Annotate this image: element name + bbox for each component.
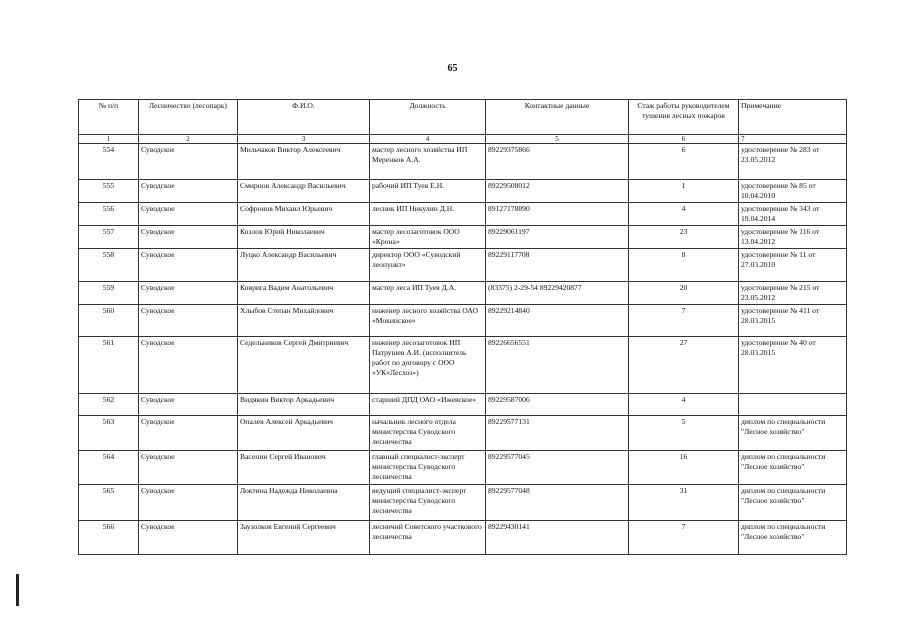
row-contacts: 89229375866 xyxy=(486,144,629,180)
row-forestry: Суводское xyxy=(139,451,238,485)
column-number: 3 xyxy=(238,135,370,144)
table-row xyxy=(79,416,847,451)
row-number: 566 xyxy=(79,521,139,555)
table-row xyxy=(79,144,847,180)
row-experience: 7 xyxy=(629,305,739,337)
header-experience: Стаж работы руководителем тушения лесных пожаров xyxy=(629,100,739,135)
column-number-row xyxy=(79,135,847,144)
row-full-name: Видякин Виктор Аркадьевич xyxy=(238,394,370,416)
row-number: 556 xyxy=(79,203,139,226)
row-contacts: 89229508012 xyxy=(486,180,629,203)
row-number: 563 xyxy=(79,416,139,451)
row-position: лесник ИП Никулин Д.Н. xyxy=(370,203,486,226)
row-note: диплом по специальности "Лесное хозяйство" xyxy=(739,485,847,521)
row-full-name: Луцко Александр Васильевич xyxy=(238,249,370,282)
row-position: мастер леса ИП Туев Д.А. xyxy=(370,282,486,305)
row-full-name: Софронов Михаил Юрьевич xyxy=(238,203,370,226)
row-number: 565 xyxy=(79,485,139,521)
column-number: 5 xyxy=(486,135,629,144)
row-number: 554 xyxy=(79,144,139,180)
row-contacts: 89229214840 xyxy=(486,305,629,337)
row-forestry: Суводское xyxy=(139,203,238,226)
table-row xyxy=(79,394,847,416)
row-experience: 4 xyxy=(629,203,739,226)
table-row xyxy=(79,521,847,555)
row-note: диплом по специальности "Лесное хозяйство" xyxy=(739,521,847,555)
row-forestry: Суводское xyxy=(139,394,238,416)
row-position: инженер лесозаготовок ИП Патрушев А.И. (исполнитель работ по договору с ООО «УК«Лесхоз») xyxy=(370,337,486,394)
row-position: старший ДПД ОАО «Ижевское» xyxy=(370,394,486,416)
row-forestry: Суводское xyxy=(139,249,238,282)
table-row xyxy=(79,305,847,337)
row-contacts: (83375) 2-29-54 89229420877 xyxy=(486,282,629,305)
header-number: № п/п xyxy=(79,100,139,135)
row-forestry: Суводское xyxy=(139,282,238,305)
row-contacts: 89229577045 xyxy=(486,451,629,485)
row-note: удостоверение № 283 от 23.05.2012 xyxy=(739,144,847,180)
page-number: 65 xyxy=(447,63,458,74)
table-row xyxy=(79,180,847,203)
row-forestry: Суводское xyxy=(139,485,238,521)
row-number: 557 xyxy=(79,226,139,249)
row-full-name: Козлов Юрий Николаевич xyxy=(238,226,370,249)
row-experience: 1 xyxy=(629,180,739,203)
table-row xyxy=(79,226,847,249)
header-forestry: Лесничество (лесопарк) xyxy=(139,100,238,135)
row-note: удостоверение № 343 от 19.04.2014 xyxy=(739,203,847,226)
row-note: удостоверение № 215 от 23.05.2012 xyxy=(739,282,847,305)
row-note xyxy=(739,394,847,416)
row-full-name: Седельников Сергей Дмитриевич xyxy=(238,337,370,394)
row-position: начальник лесного отдела министерства Суводского лесничества xyxy=(370,416,486,451)
header-position: Должность xyxy=(370,100,486,135)
row-experience: 27 xyxy=(629,337,739,394)
row-number: 560 xyxy=(79,305,139,337)
row-forestry: Суводское xyxy=(139,305,238,337)
forest-fire-managers-table xyxy=(78,99,847,555)
table-row xyxy=(79,451,847,485)
column-number: 6 xyxy=(629,135,739,144)
row-number: 562 xyxy=(79,394,139,416)
row-full-name: Опалев Алексей Аркадьевич xyxy=(238,416,370,451)
row-contacts: 89229577131 xyxy=(486,416,629,451)
row-experience: 31 xyxy=(629,485,739,521)
row-note: удостоверение № 85 от 10.04.2010 xyxy=(739,180,847,203)
row-note: диплом по специальности "Лесное хозяйство" xyxy=(739,416,847,451)
row-full-name: Хлыбов Степан Михайлович xyxy=(238,305,370,337)
row-note: удостоверение № 11 от 27.03.2010 xyxy=(739,249,847,282)
row-contacts: 89229577048 xyxy=(486,485,629,521)
row-number: 559 xyxy=(79,282,139,305)
row-note: диплом по специальности "Лесное хозяйство" xyxy=(739,451,847,485)
row-position: инженер лесного хозяйства ОАО «Мокинское» xyxy=(370,305,486,337)
row-experience: 16 xyxy=(629,451,739,485)
row-forestry: Суводское xyxy=(139,180,238,203)
row-position: лесничий Советского участкового лесничества xyxy=(370,521,486,555)
row-full-name: Смирнов Александр Васильевич xyxy=(238,180,370,203)
row-forestry: Суводское xyxy=(139,337,238,394)
column-number: 7 xyxy=(739,135,847,144)
row-number: 561 xyxy=(79,337,139,394)
table-row xyxy=(79,203,847,226)
row-position: главный специалист-эксперт министерства Суводского лесничества xyxy=(370,451,486,485)
row-experience: 20 xyxy=(629,282,739,305)
row-experience: 23 xyxy=(629,226,739,249)
scan-edge-mark xyxy=(16,574,19,606)
row-number: 564 xyxy=(79,451,139,485)
row-forestry: Суводское xyxy=(139,416,238,451)
row-number: 558 xyxy=(79,249,139,282)
row-position: мастер лесозаготовок ООО «Крона» xyxy=(370,226,486,249)
column-number: 1 xyxy=(79,135,139,144)
row-full-name: Мильчаков Виктор Алексеевич xyxy=(238,144,370,180)
row-full-name: Локтина Надежда Николаевна xyxy=(238,485,370,521)
row-contacts: 89229587006 xyxy=(486,394,629,416)
table-row xyxy=(79,485,847,521)
row-contacts: 89229430141 xyxy=(486,521,629,555)
row-experience: 8 xyxy=(629,249,739,282)
row-note: удостоверение № 411 от 28.03.2015 xyxy=(739,305,847,337)
row-forestry: Суводское xyxy=(139,226,238,249)
column-number: 4 xyxy=(370,135,486,144)
header-full-name: Ф.И.О. xyxy=(238,100,370,135)
row-position: ведущий специалист-эксперт министерства Суводского лесничества xyxy=(370,485,486,521)
row-note: удостоверение № 116 от 13.04.2012 xyxy=(739,226,847,249)
column-number: 2 xyxy=(139,135,238,144)
row-position: директор ООО «Суводский леопункт» xyxy=(370,249,486,282)
table-row xyxy=(79,337,847,394)
row-full-name: Васенин Сергей Иванович xyxy=(238,451,370,485)
row-contacts: 89229061197 xyxy=(486,226,629,249)
row-full-name: Ковригa Вадим Анатольевич xyxy=(238,282,370,305)
row-number: 555 xyxy=(79,180,139,203)
row-note: удостоверение № 40 от 28.03.2015 xyxy=(739,337,847,394)
row-experience: 6 xyxy=(629,144,739,180)
row-contacts: 89127178890 xyxy=(486,203,629,226)
row-forestry: Суводское xyxy=(139,144,238,180)
row-experience: 4 xyxy=(629,394,739,416)
header-contacts: Контактные данные xyxy=(486,100,629,135)
row-experience: 5 xyxy=(629,416,739,451)
row-position: рабочий ИП Туев Е.Н. xyxy=(370,180,486,203)
table-row xyxy=(79,249,847,282)
row-forestry: Суводское xyxy=(139,521,238,555)
row-experience: 7 xyxy=(629,521,739,555)
row-contacts: 89226656551 xyxy=(486,337,629,394)
table-header-row xyxy=(79,100,847,135)
row-full-name: Заузолков Евгений Сергеевич xyxy=(238,521,370,555)
table-row xyxy=(79,282,847,305)
row-contacts: 89229117708 xyxy=(486,249,629,282)
row-position: мастер лесного хозяйства ИП Меренков А.А. xyxy=(370,144,486,180)
header-note: Примечание xyxy=(739,100,847,135)
